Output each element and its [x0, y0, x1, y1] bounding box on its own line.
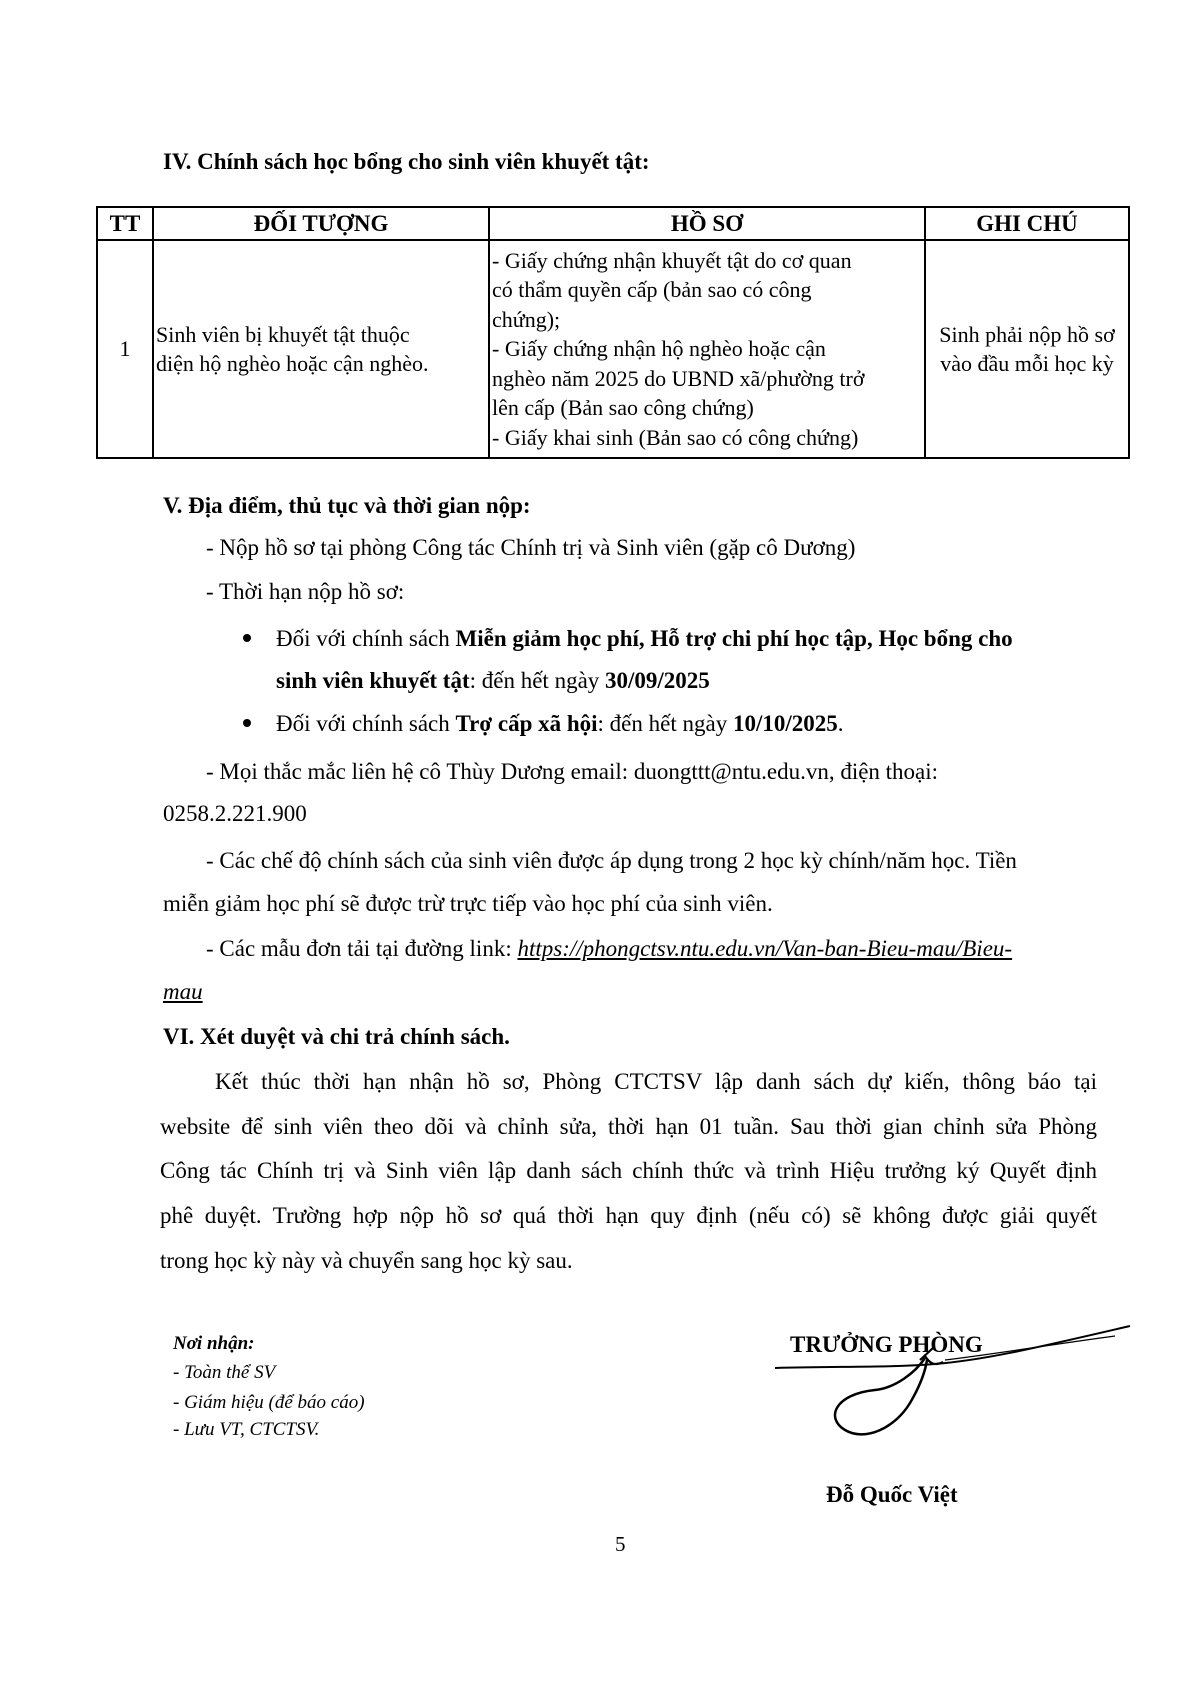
- section-vi-para-line: Kết thúc thời hạn nhận hồ sơ, Phòng CTCTSV lập danh sách dự kiến, thông báo tại: [215, 1069, 1097, 1094]
- header-tt: TT: [97, 207, 153, 240]
- header-ghi-chu: GHI CHÚ: [925, 207, 1129, 240]
- forms-link-cont-line: [163, 978, 203, 1005]
- doi-tuong-line: diện hộ nghèo hoặc cận nghèo.: [156, 351, 429, 376]
- ho-so-line: nghèo năm 2025 do UBND xã/phường trở: [492, 365, 865, 391]
- handwritten-signature: [775, 1318, 1135, 1448]
- table-header-row: [97, 207, 1129, 240]
- forms-line: [206, 935, 1012, 962]
- section-vi-para-line: website để sinh viên theo dõi và chỉnh sửa, thời hạn 01 tuần. Sau thời gian chỉnh sửa Phòng: [160, 1114, 1097, 1139]
- cell-tt: 1: [97, 240, 153, 458]
- bullet-deadline-2: [276, 710, 843, 737]
- bullet-1-policy-end: sinh viên khuyết tật: [276, 668, 470, 693]
- ho-so-line: - Giấy chứng nhận khuyết tật do cơ quan: [492, 247, 852, 273]
- ho-so-line: có thẩm quyền cấp (bản sao có công: [492, 277, 812, 303]
- forms-link[interactable]: https://phongctsv.ntu.edu.vn/Van-ban-Bieu-mau/Bieu-: [517, 936, 1013, 961]
- signatory-name: Đỗ Quốc Việt: [826, 1482, 958, 1507]
- recipient-item: - Toàn thể SV: [173, 1362, 276, 1383]
- bullet-1-policies: Miễn giảm học phí, Hỗ trợ chi phí học tập, Học bổng cho: [455, 626, 1013, 651]
- section-vi-para-line: Công tác Chính trị và Sinh viên lập danh sách chính thức và trình Hiệu trưởng ký Quyết định: [160, 1158, 1097, 1183]
- policy-line-2: miễn giảm học phí sẽ được trừ trực tiếp vào học phí của sinh viên.: [163, 891, 773, 916]
- header-doi-tuong: ĐỐI TƯỢNG: [153, 207, 489, 240]
- bullet-2-suffix: .: [837, 711, 844, 736]
- section-vi-para-line: trong học kỳ này và chuyển sang học kỳ sau.: [160, 1248, 573, 1273]
- bullet-2-mid: : đến hết ngày: [597, 711, 733, 736]
- ho-so-line: - Giấy chứng nhận hộ nghèo hoặc cận: [492, 336, 826, 362]
- ho-so-line: lên cấp (Bản sao công chứng): [492, 395, 754, 421]
- bullet-1-mid: : đến hết ngày: [469, 668, 606, 693]
- bullet-2-policy: Trợ cấp xã hội: [455, 711, 598, 736]
- ghi-chu-line: vào đầu mỗi học kỳ: [940, 351, 1114, 376]
- cell-doi-tuong: [153, 240, 489, 458]
- section-vi-para-line: phê duyệt. Trường hợp nộp hồ sơ quá thời hạn quy định (nếu có) sẽ không được giải quyết: [160, 1203, 1097, 1228]
- table-row: [97, 240, 1129, 458]
- recipients-label: Nơi nhận:: [173, 1333, 255, 1354]
- page-number: 5: [615, 1532, 626, 1556]
- bullet-2-date: 10/10/2025: [732, 711, 838, 736]
- bullet-icon: [243, 719, 251, 727]
- signature-title: TRƯỞNG PHÒNG: [790, 1332, 983, 1357]
- header-ho-so: HỒ SƠ: [489, 207, 925, 240]
- ghi-chu-line: Sinh phải nộp hồ sơ: [939, 321, 1115, 347]
- recipient-item: - Giám hiệu (để báo cáo): [173, 1392, 365, 1413]
- section-iv-title: IV. Chính sách học bổng cho sinh viên khuyết tật:: [163, 149, 650, 174]
- scholarship-table: [96, 206, 1130, 459]
- section-vi-title: VI. Xét duyệt và chi trả chính sách.: [163, 1024, 510, 1049]
- section-v-line-submit: - Nộp hồ sơ tại phòng Công tác Chính trị và Sinh viên (gặp cô Dương): [206, 535, 856, 560]
- bullet-icon: [243, 634, 251, 642]
- section-v-line-deadline: - Thời hạn nộp hồ sơ:: [206, 579, 405, 604]
- ho-so-line: chứng);: [492, 306, 561, 332]
- cell-ho-so: [489, 240, 925, 458]
- section-v-title: V. Địa điểm, thủ tục và thời gian nộp:: [163, 493, 531, 518]
- forms-prefix: - Các mẫu đơn tải tại đường link:: [206, 936, 518, 961]
- policy-line-1: - Các chế độ chính sách của sinh viên được áp dụng trong 2 học kỳ chính/năm học. Tiền: [206, 848, 1017, 873]
- bullet-1-prefix: Đối với chính sách: [276, 626, 456, 651]
- contact-line-1: - Mọi thắc mắc liên hệ cô Thùy Dương email: duongttt@ntu.edu.vn, điện thoại:: [206, 759, 939, 784]
- recipient-item: - Lưu VT, CTCTSV.: [173, 1419, 320, 1440]
- cell-ghi-chu: [925, 240, 1129, 458]
- bullet-deadline-1-cont: [276, 667, 710, 694]
- bullet-1-date: 30/09/2025: [605, 668, 710, 693]
- bullet-2-prefix: Đối với chính sách: [276, 711, 456, 736]
- contact-line-2: 0258.2.221.900: [163, 801, 307, 826]
- forms-link-cont[interactable]: mau: [163, 979, 203, 1004]
- ho-so-line: - Giấy khai sinh (Bản sao có công chứng): [492, 424, 859, 450]
- bullet-deadline-1: [276, 625, 1013, 652]
- doi-tuong-line: Sinh viên bị khuyết tật thuộc: [156, 321, 410, 347]
